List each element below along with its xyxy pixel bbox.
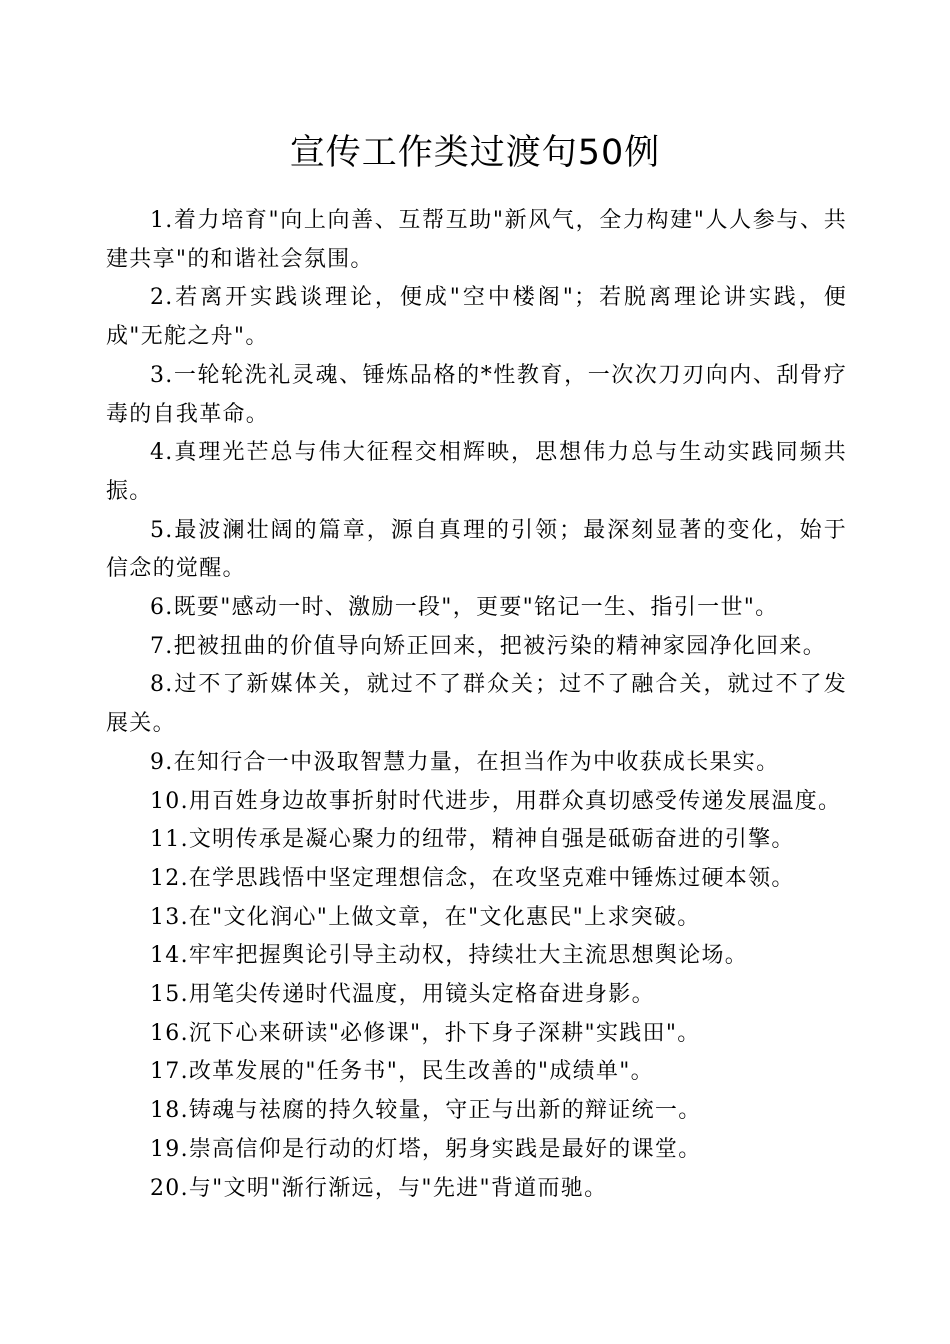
paragraph-17: 17.改革发展的"任务书"，民生改善的"成绩单"。 [150,1059,654,1085]
paragraph-8: 8.过不了新媒体关，就过不了群众关；过不了融合关，就过不了发展关。 [106,672,847,737]
paragraph-4: 4.真理光芒总与伟大征程交相辉映，思想伟力总与生动实践同频共振。 [106,440,847,504]
paragraph-16: 16.沉下心来研读"必修课"，扑下身子深耕"实践田"。 [150,1020,701,1046]
paragraph-10: 10.用百姓身边故事折射时代进步，用群众真切感受传递发展温度。 [150,788,842,814]
paragraph-7: 7.把被扭曲的价值导向矫正回来，把被污染的精神家园净化回来。 [150,633,826,659]
paragraph-6: 6.既要"感动一时、激励一段"，更要"铭记一生、指引一世"。 [150,595,779,621]
paragraph-14: 14.牢牢把握舆论引导主动权，持续壮大主流思想舆论场。 [150,943,749,969]
document-body [106,202,847,1208]
paragraph-15: 15.用笔尖传递时代温度，用镜头定格奋进身影。 [150,982,655,1008]
paragraph-11: 11.文明传承是凝心聚力的纽带，精神自强是砥砺奋进的引擎。 [150,827,795,853]
paragraph-13: 13.在"文化润心"上做文章，在"文化惠民"上求突破。 [150,904,701,930]
paragraph-12: 12.在学思践悟中坚定理想信念，在攻坚克难中锤炼过硬本领。 [150,865,795,891]
paragraph-9: 9.在知行合一中汲取智慧力量，在担当作为中收获成长果实。 [150,749,780,775]
paragraph-3: 3.一轮轮洗礼灵魂、锤炼品格的*性教育，一次次刀刃向内、刮骨疗毒的自我革命。 [106,362,847,427]
paragraph-5: 5.最波澜壮阔的篇章，源自真理的引领；最深刻显著的变化，始于信念的觉醒。 [106,517,847,582]
paragraph-1: 1.着力培育"向上向善、互帮互助"新风气，全力构建"人人参与、共建共享"的和谐社会氛围。 [106,208,847,272]
paragraph-18: 18.铸魂与祛腐的持久较量，守正与出新的辩证统一。 [150,1098,702,1124]
paragraph-2: 2.若离开实践谈理论，便成"空中楼阁"；若脱离理论讲实践，便成"无舵之舟"。 [106,285,847,350]
paragraph-19: 19.崇高信仰是行动的灯塔，躬身实践是最好的课堂。 [150,1136,702,1162]
page-title: 宣传工作类过渡句50例 [289,133,661,173]
paragraph-20: 20.与"文明"渐行渐远，与"先进"背道而驰。 [150,1175,608,1201]
